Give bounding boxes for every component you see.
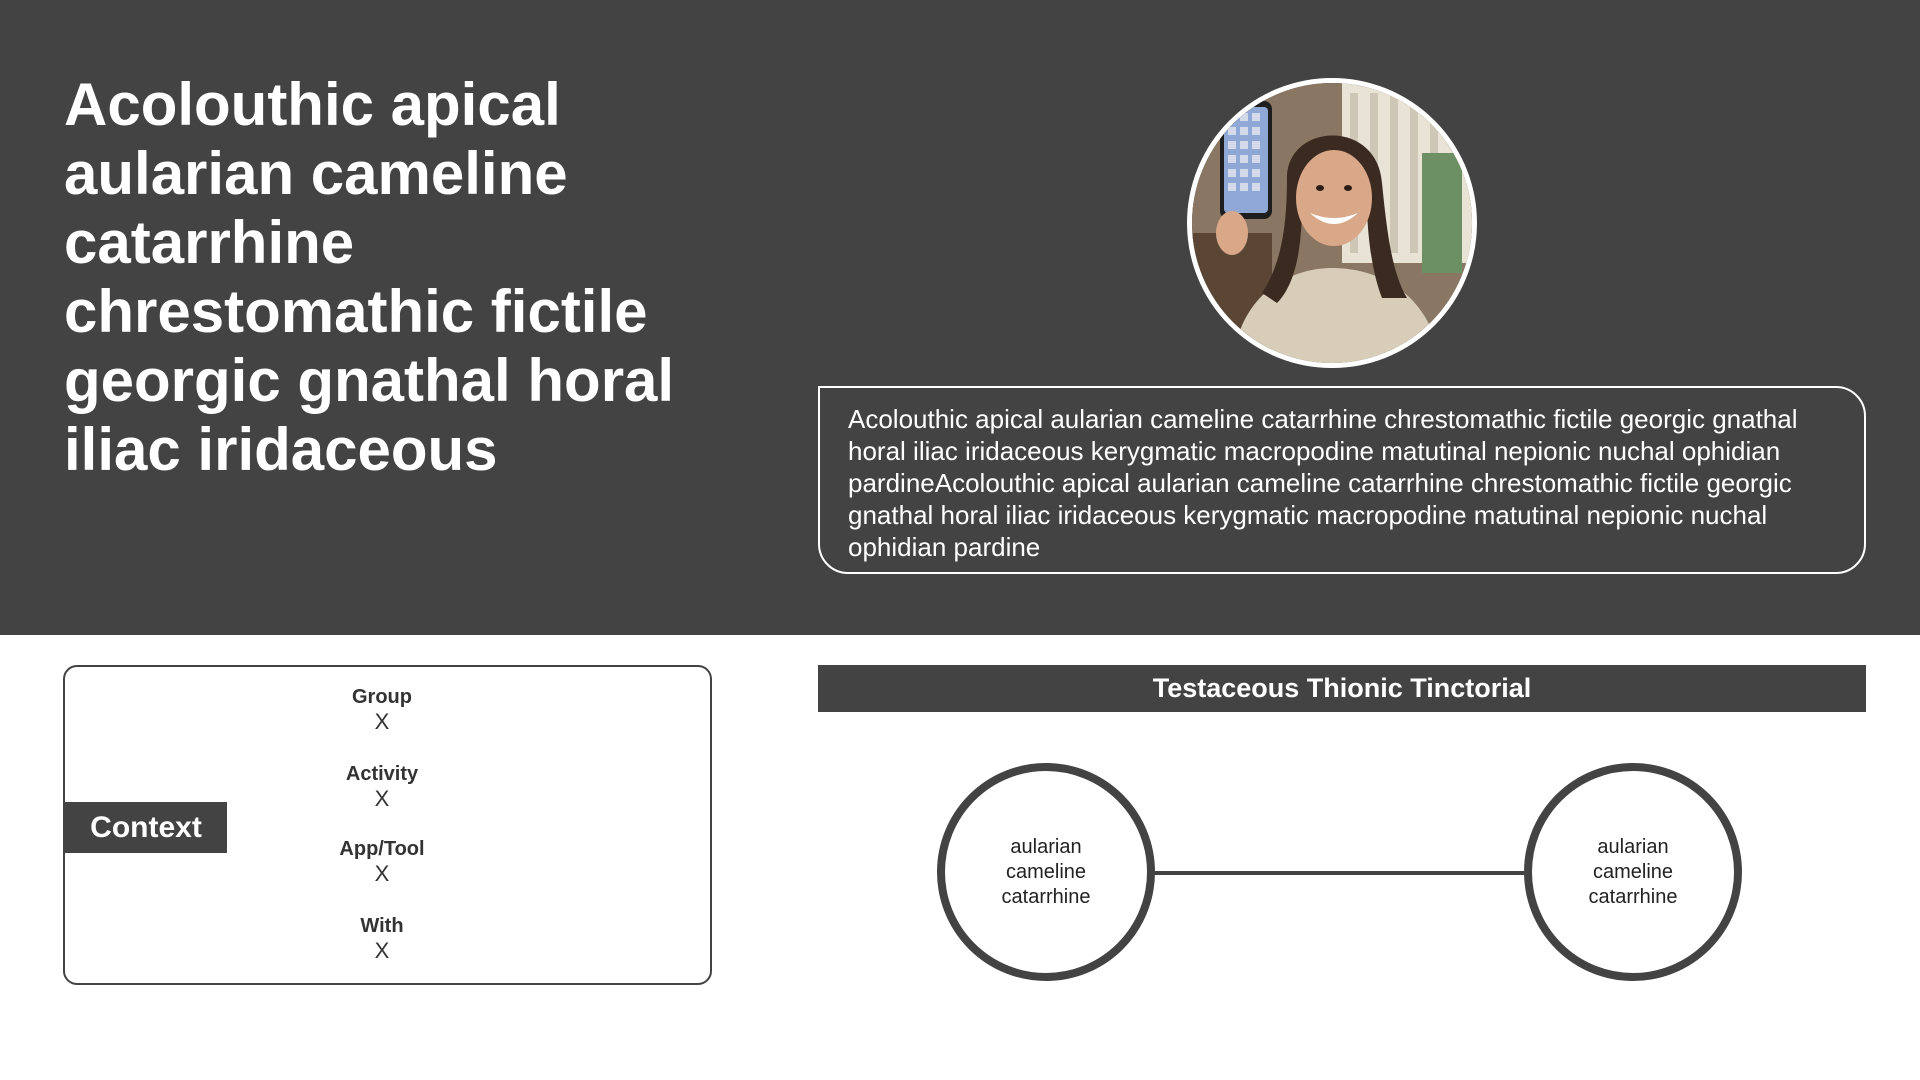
context-field-label: Activity xyxy=(345,763,419,785)
context-field-value: X xyxy=(374,938,390,963)
context-field-with xyxy=(302,914,462,964)
context-field-label: Group xyxy=(352,686,412,708)
context-field-group xyxy=(302,685,462,735)
diagram-node-right xyxy=(1524,763,1742,981)
context-field-value: X xyxy=(374,861,390,886)
headline: Acolouthic apical aularian cameline catarrhine chrestomathic fictile georgic gnathal horal iliac iridaceous xyxy=(64,71,675,483)
diagram-node-left xyxy=(937,763,1155,981)
diagram-node-label: aularian cameline catarrhine xyxy=(1588,835,1678,908)
context-field-activity xyxy=(302,762,462,812)
quote-text: Acolouthic apical aularian cameline catarrhine chrestomathic fictile georgic gnathal horal iliac iridaceous kerygmatic macropodine matutinal nepionic nuchal ophidian pardineAcolouthic apical aularian cameline catarrhine chrestomathic fictile georgic gnathal horal iliac iridaceous kerygmatic macropodine matutinal nepionic nuchal ophidian pardine xyxy=(848,404,1798,562)
diagram-node-label: aularian cameline catarrhine xyxy=(1001,835,1091,908)
context-field-app-tool xyxy=(302,837,462,887)
context-field-label: App/Tool xyxy=(339,838,425,860)
context-card xyxy=(63,665,712,985)
diagram-connector-line xyxy=(1150,871,1525,875)
context-field-label: With xyxy=(360,915,404,937)
quote-box xyxy=(818,386,1866,574)
context-field-value: X xyxy=(374,786,390,811)
avatar-photo xyxy=(1187,78,1477,368)
context-tag: Context xyxy=(65,802,227,853)
context-field-value: X xyxy=(374,709,390,734)
portrait-illustration xyxy=(1192,83,1472,363)
diagram-title: Testaceous Thionic Tinctorial xyxy=(818,665,1866,712)
